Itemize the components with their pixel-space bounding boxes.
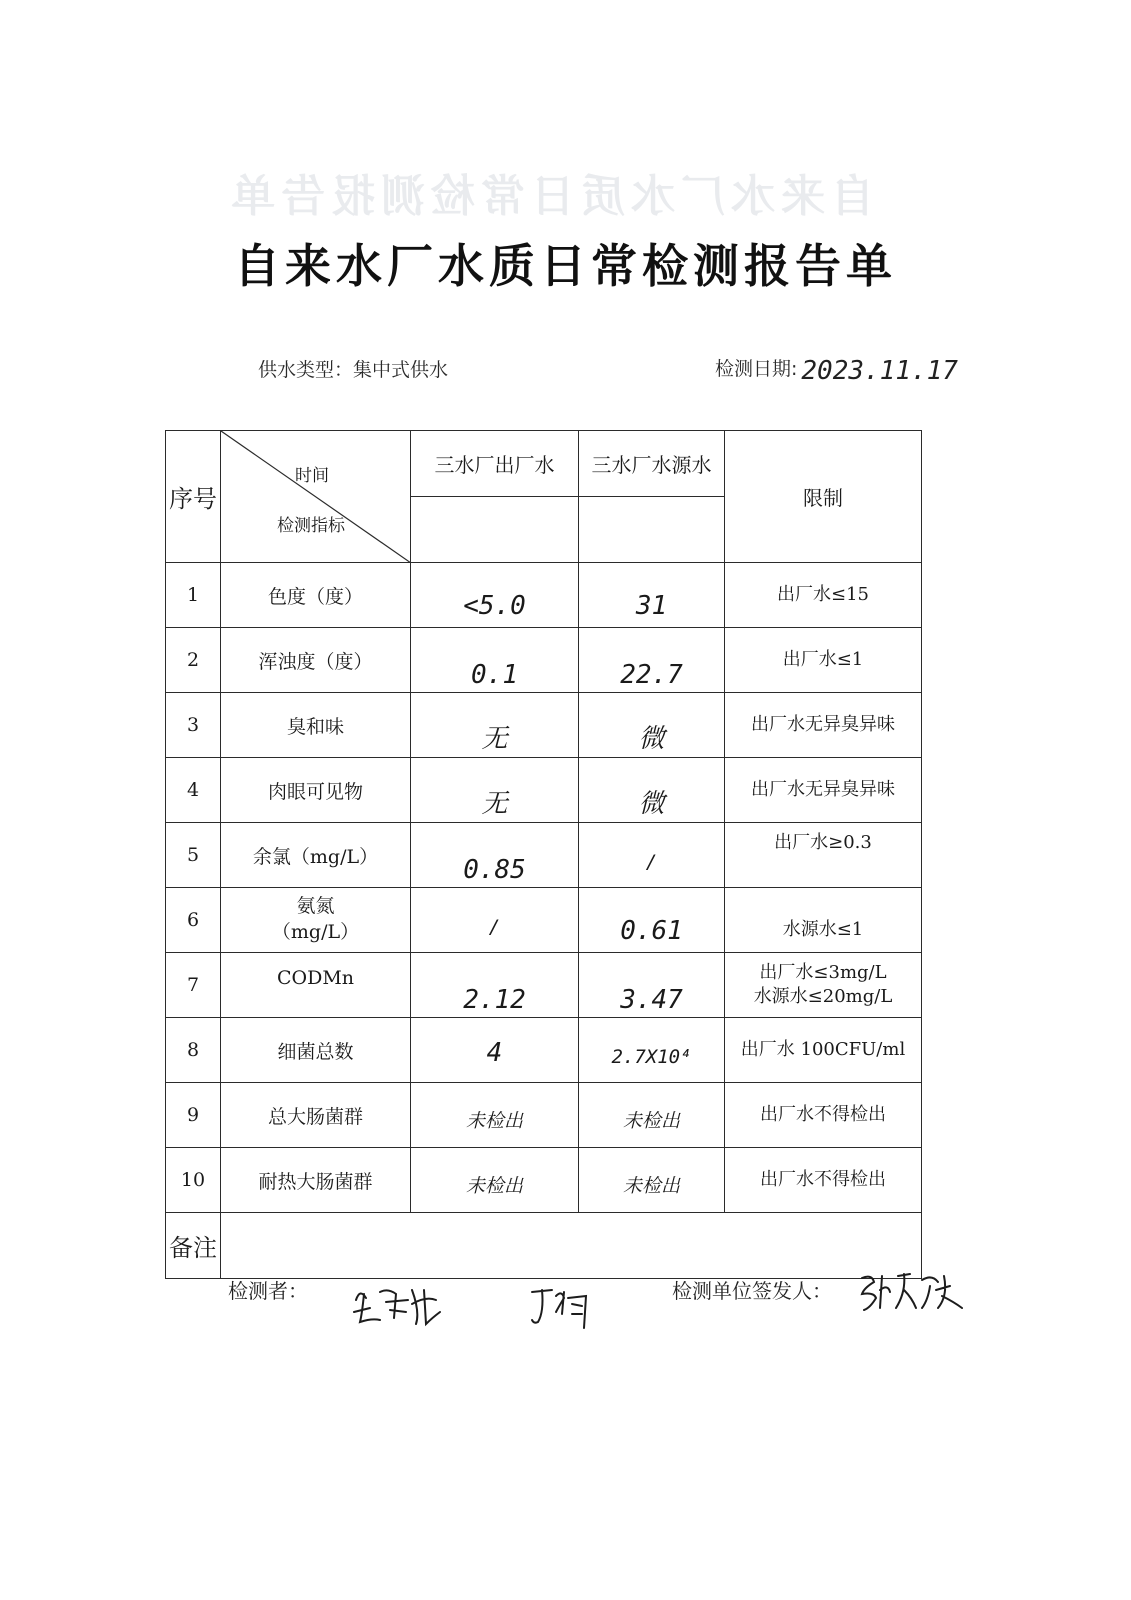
row-no: 3: [166, 693, 221, 758]
row-no: 10: [166, 1148, 221, 1213]
row-outlet-value: 未检出: [465, 1175, 523, 1197]
row-outlet-cell: [411, 1148, 579, 1213]
row-outlet-value: /: [488, 916, 501, 938]
row-item: CODMn: [221, 953, 411, 1018]
row-outlet-value: 无: [481, 789, 508, 819]
row-limit: 水源水≤1: [725, 888, 922, 953]
row-item: 细菌总数: [221, 1018, 411, 1083]
row-source-cell: [579, 1083, 725, 1148]
table-row: [166, 953, 922, 1018]
remarks-row: [166, 1213, 922, 1279]
row-outlet-cell: [411, 953, 579, 1018]
row-no: 6: [166, 888, 221, 953]
row-source-value: 未检出: [622, 1110, 680, 1132]
row-outlet-cell: [411, 823, 579, 888]
tester-1-signature: [350, 1282, 445, 1330]
row-limit: 出厂水不得检出: [725, 1148, 922, 1213]
row-source-value: 22.7: [620, 660, 683, 690]
row-source-cell: [579, 823, 725, 888]
row-source-cell: [579, 1018, 725, 1083]
tester-2-signature: [528, 1282, 592, 1334]
row-item-multiline: [221, 888, 411, 953]
row-item: 肉眼可见物: [221, 758, 411, 823]
outlet-subheader-empty: [411, 497, 579, 563]
table-row: [166, 1083, 922, 1148]
row-source-value: 3.47: [620, 985, 683, 1015]
row-limit: 出厂水≥0.3: [725, 823, 922, 888]
table-row: [166, 563, 922, 628]
row-outlet-cell: [411, 758, 579, 823]
row-limit: 出厂水无异臭异味: [725, 693, 922, 758]
signer-label: 检测单位签发人：: [672, 1279, 832, 1303]
row-item: 总大肠菌群: [221, 1083, 411, 1148]
row-no: 1: [166, 563, 221, 628]
row-item: 色度（度）: [221, 563, 411, 628]
row-source-value: /: [645, 851, 658, 873]
row-source-cell: [579, 758, 725, 823]
row-source-value: 31: [635, 591, 668, 621]
table-row: [166, 628, 922, 693]
table-row: [166, 693, 922, 758]
row-source-cell: [579, 953, 725, 1018]
seq-header: 序号: [166, 431, 221, 563]
row-source-cell: [579, 1148, 725, 1213]
col-outlet-header: 三水厂出厂水: [411, 431, 579, 497]
diagonal-line: [221, 431, 411, 563]
row-no: 5: [166, 823, 221, 888]
row-source-cell: [579, 563, 725, 628]
row-outlet-cell: [411, 563, 579, 628]
row-no: 8: [166, 1018, 221, 1083]
row-outlet-value: 无: [481, 724, 508, 754]
table-row: [166, 1018, 922, 1083]
row-source-value: 未检出: [622, 1175, 680, 1197]
row-outlet-cell: [411, 1083, 579, 1148]
signer-signature: [858, 1268, 968, 1314]
row-outlet-value: 未检出: [465, 1110, 523, 1132]
row-outlet-value: 4: [486, 1038, 503, 1068]
row-outlet-cell: [411, 628, 579, 693]
row-limit: 出厂水≤3mg/L: [759, 961, 887, 983]
row-no: 7: [166, 953, 221, 1018]
row-limit: 出厂水≤1: [725, 628, 922, 693]
bleed-through-title: 自来水厂水质日常检测报告单: [225, 171, 875, 222]
supply-type-value: 集中式供水: [353, 359, 449, 381]
test-date: [715, 352, 958, 386]
row-no: 9: [166, 1083, 221, 1148]
row-outlet-cell: [411, 1018, 579, 1083]
row-item: 浑浊度（度）: [221, 628, 411, 693]
row-outlet-value: 0.85: [463, 855, 526, 885]
supply-type-label: 供水类型：: [258, 359, 354, 381]
row-item-unit: （mg/L）: [271, 921, 360, 943]
report-table: [165, 430, 922, 1279]
row-limit-2: 水源水≤20mg/L: [753, 986, 893, 1007]
row-outlet-cell: [411, 693, 579, 758]
col-limit-header: 限制: [725, 431, 922, 563]
row-item: 臭和味: [221, 693, 411, 758]
remarks-label: 备注: [166, 1213, 221, 1279]
row-limit: 出厂水 100CFU/ml: [725, 1018, 922, 1083]
report-title: 自来水厂水质日常检测报告单: [234, 239, 897, 293]
test-date-value: 2023.11.17: [801, 356, 958, 386]
row-source-cell: [579, 888, 725, 953]
row-item: 氨氮: [296, 895, 335, 918]
corner-time-label: 时间: [295, 466, 329, 486]
row-limit: 出厂水≤15: [725, 563, 922, 628]
test-date-label: 检测日期:: [715, 358, 798, 380]
row-outlet-value: <5.0: [463, 591, 526, 621]
row-source-value: 2.7X10⁴: [611, 1046, 692, 1068]
source-subheader-empty: [579, 497, 725, 563]
row-source-cell: [579, 693, 725, 758]
row-no: 2: [166, 628, 221, 693]
supply-type: [258, 355, 448, 382]
row-outlet-value: 2.12: [463, 985, 526, 1015]
row-outlet-cell: [411, 888, 579, 953]
tester-label: 检测者：: [228, 1279, 308, 1303]
col-source-header: 三水厂水源水: [579, 431, 725, 497]
row-no: 4: [166, 758, 221, 823]
table-row: [166, 1148, 922, 1213]
row-source-cell: [579, 628, 725, 693]
row-limit: 出厂水无异臭异味: [725, 758, 922, 823]
table-row: [166, 758, 922, 823]
table-row: [166, 888, 922, 953]
corner-indicator-label: 检测指标: [277, 516, 345, 536]
row-item: 余氯（mg/L）: [221, 823, 411, 888]
row-limit: 出厂水不得检出: [725, 1083, 922, 1148]
row-outlet-value: 0.1: [471, 660, 518, 690]
row-source-value: 微: [638, 724, 665, 754]
row-item: 耐热大肠菌群: [221, 1148, 411, 1213]
row-source-value: 微: [638, 789, 665, 819]
table-row: [166, 823, 922, 888]
row-source-value: 0.61: [620, 916, 683, 946]
diagonal-header-cell: [221, 431, 411, 563]
remarks-value: [221, 1213, 922, 1279]
row-limit-multiline: [725, 953, 922, 1018]
